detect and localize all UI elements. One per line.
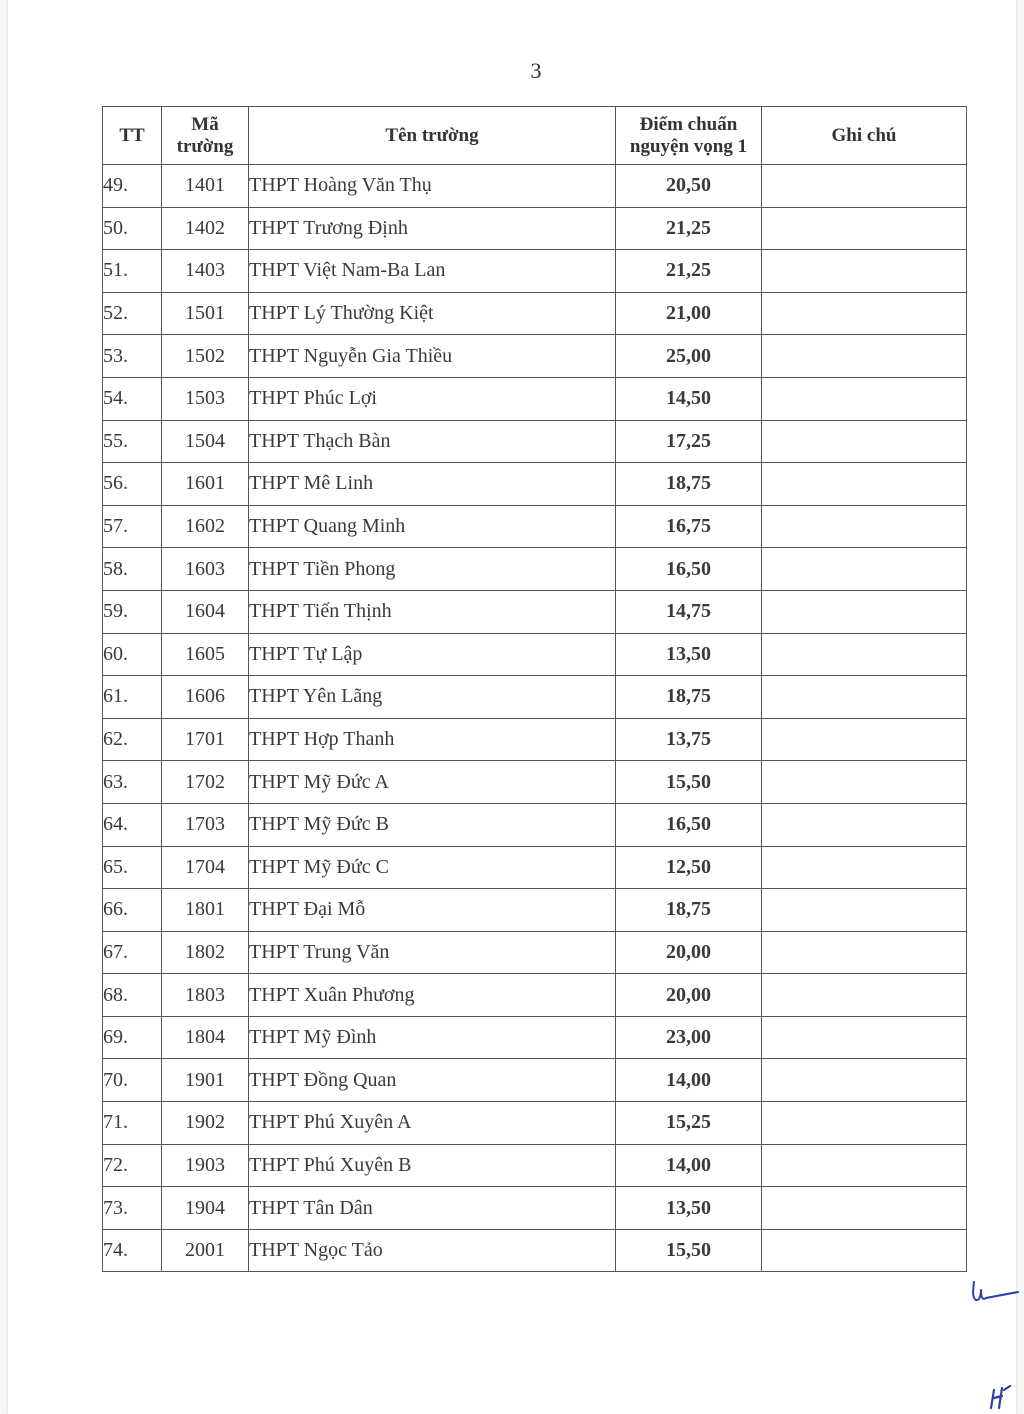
row-diem-chuan: 15,25 <box>616 1102 762 1145</box>
row-ghi-chu <box>762 846 967 889</box>
row-ten-truong: THPT Phúc Lợi <box>249 377 616 420</box>
row-diem-chuan: 13,75 <box>616 718 762 761</box>
row-ghi-chu <box>762 1144 967 1187</box>
row-diem-chuan: 25,00 <box>616 335 762 378</box>
row-ma-truong: 1901 <box>162 1059 249 1102</box>
header-tt: TT <box>103 107 162 165</box>
row-ten-truong: THPT Mê Linh <box>249 463 616 506</box>
row-ghi-chu <box>762 1059 967 1102</box>
row-diem-chuan: 14,00 <box>616 1059 762 1102</box>
row-ten-truong: THPT Đại Mỗ <box>249 889 616 932</box>
row-ghi-chu <box>762 1016 967 1059</box>
table-row <box>103 420 967 463</box>
row-diem-chuan: 15,50 <box>616 761 762 804</box>
row-ma-truong: 1402 <box>162 207 249 250</box>
row-ghi-chu <box>762 250 967 293</box>
row-ghi-chu <box>762 420 967 463</box>
table-row <box>103 505 967 548</box>
header-ghi-chu: Ghi chú <box>762 107 967 165</box>
row-ten-truong: THPT Tự Lập <box>249 633 616 676</box>
row-ten-truong: THPT Trung Văn <box>249 931 616 974</box>
row-ten-truong: THPT Hoàng Văn Thụ <box>249 165 616 208</box>
row-ma-truong: 1902 <box>162 1102 249 1145</box>
row-ghi-chu <box>762 676 967 719</box>
row-tt: 66. <box>103 889 162 932</box>
header-diem-line1: Điểm chuẩn <box>639 113 738 135</box>
row-ghi-chu <box>762 1229 967 1272</box>
table-row <box>103 633 967 676</box>
row-tt: 59. <box>103 590 162 633</box>
row-diem-chuan: 16,50 <box>616 548 762 591</box>
row-tt: 62. <box>103 718 162 761</box>
row-ghi-chu <box>762 590 967 633</box>
row-tt: 52. <box>103 292 162 335</box>
header-ma-line1: Mã <box>191 113 219 135</box>
table-row <box>103 846 967 889</box>
row-ma-truong: 1606 <box>162 676 249 719</box>
row-ma-truong: 1701 <box>162 718 249 761</box>
row-ten-truong: THPT Xuân Phương <box>249 974 616 1017</box>
table-row <box>103 250 967 293</box>
row-ma-truong: 1504 <box>162 420 249 463</box>
row-diem-chuan: 23,00 <box>616 1016 762 1059</box>
row-ten-truong: THPT Lý Thường Kiệt <box>249 292 616 335</box>
row-ma-truong: 1801 <box>162 889 249 932</box>
row-ten-truong: THPT Trương Định <box>249 207 616 250</box>
row-ten-truong: THPT Tiến Thịnh <box>249 590 616 633</box>
row-diem-chuan: 15,50 <box>616 1229 762 1272</box>
row-ghi-chu <box>762 292 967 335</box>
table-row <box>103 761 967 804</box>
row-tt: 61. <box>103 676 162 719</box>
row-diem-chuan: 14,75 <box>616 590 762 633</box>
row-tt: 69. <box>103 1016 162 1059</box>
row-ten-truong: THPT Việt Nam-Ba Lan <box>249 250 616 293</box>
row-ma-truong: 1603 <box>162 548 249 591</box>
table-row <box>103 207 967 250</box>
row-diem-chuan: 12,50 <box>616 846 762 889</box>
table-row <box>103 1102 967 1145</box>
row-ghi-chu <box>762 761 967 804</box>
row-ma-truong: 1804 <box>162 1016 249 1059</box>
row-ma-truong: 1802 <box>162 931 249 974</box>
table-row <box>103 803 967 846</box>
row-diem-chuan: 14,50 <box>616 377 762 420</box>
table-row <box>103 718 967 761</box>
header-diem-line2: nguyện vọng 1 <box>629 135 748 157</box>
row-ghi-chu <box>762 1102 967 1145</box>
row-tt: 54. <box>103 377 162 420</box>
row-ma-truong: 1501 <box>162 292 249 335</box>
row-ma-truong: 1502 <box>162 335 249 378</box>
row-ma-truong: 1803 <box>162 974 249 1017</box>
table-row <box>103 463 967 506</box>
row-tt: 64. <box>103 803 162 846</box>
row-ten-truong: THPT Tân Dân <box>249 1187 616 1230</box>
row-ghi-chu <box>762 463 967 506</box>
row-ma-truong: 1403 <box>162 250 249 293</box>
table-row <box>103 1016 967 1059</box>
row-ma-truong: 1602 <box>162 505 249 548</box>
row-diem-chuan: 21,00 <box>616 292 762 335</box>
row-diem-chuan: 13,50 <box>616 1187 762 1230</box>
table-row <box>103 165 967 208</box>
row-tt: 55. <box>103 420 162 463</box>
row-ma-truong: 1601 <box>162 463 249 506</box>
row-ma-truong: 1503 <box>162 377 249 420</box>
header-ten-truong: Tên trường <box>249 107 616 165</box>
row-tt: 53. <box>103 335 162 378</box>
row-tt: 67. <box>103 931 162 974</box>
row-ma-truong: 1401 <box>162 165 249 208</box>
row-diem-chuan: 16,50 <box>616 803 762 846</box>
row-ten-truong: THPT Mỹ Đức A <box>249 761 616 804</box>
row-ghi-chu <box>762 803 967 846</box>
row-ten-truong: THPT Nguyễn Gia Thiều <box>249 335 616 378</box>
row-ma-truong: 2001 <box>162 1229 249 1272</box>
row-ma-truong: 1702 <box>162 761 249 804</box>
row-ten-truong: THPT Thạch Bàn <box>249 420 616 463</box>
admission-score-table <box>102 106 967 1272</box>
table-row <box>103 931 967 974</box>
row-ghi-chu <box>762 165 967 208</box>
row-tt: 58. <box>103 548 162 591</box>
row-ghi-chu <box>762 1187 967 1230</box>
row-tt: 70. <box>103 1059 162 1102</box>
row-ma-truong: 1605 <box>162 633 249 676</box>
row-ten-truong: THPT Mỹ Đức C <box>249 846 616 889</box>
row-ghi-chu <box>762 207 967 250</box>
table-row <box>103 889 967 932</box>
row-tt: 71. <box>103 1102 162 1145</box>
row-ma-truong: 1604 <box>162 590 249 633</box>
row-ghi-chu <box>762 548 967 591</box>
row-diem-chuan: 16,75 <box>616 505 762 548</box>
row-ghi-chu <box>762 974 967 1017</box>
row-tt: 63. <box>103 761 162 804</box>
row-ten-truong: THPT Tiền Phong <box>249 548 616 591</box>
row-tt: 65. <box>103 846 162 889</box>
row-diem-chuan: 20,00 <box>616 931 762 974</box>
row-ghi-chu <box>762 633 967 676</box>
row-tt: 56. <box>103 463 162 506</box>
table-header-row <box>103 107 967 165</box>
row-ma-truong: 1904 <box>162 1187 249 1230</box>
row-ten-truong: THPT Quang Minh <box>249 505 616 548</box>
row-tt: 50. <box>103 207 162 250</box>
initials-mark <box>988 1384 1016 1412</box>
row-diem-chuan: 21,25 <box>616 207 762 250</box>
row-ghi-chu <box>762 718 967 761</box>
row-tt: 60. <box>103 633 162 676</box>
table-row <box>103 292 967 335</box>
row-ten-truong: THPT Phú Xuyên B <box>249 1144 616 1187</box>
row-diem-chuan: 21,25 <box>616 250 762 293</box>
document-page <box>8 0 1016 1414</box>
row-diem-chuan: 18,75 <box>616 463 762 506</box>
row-diem-chuan: 18,75 <box>616 676 762 719</box>
row-tt: 57. <box>103 505 162 548</box>
row-ghi-chu <box>762 335 967 378</box>
row-tt: 73. <box>103 1187 162 1230</box>
row-tt: 49. <box>103 165 162 208</box>
row-tt: 68. <box>103 974 162 1017</box>
row-ma-truong: 1703 <box>162 803 249 846</box>
table-row <box>103 676 967 719</box>
row-tt: 74. <box>103 1229 162 1272</box>
row-diem-chuan: 14,00 <box>616 1144 762 1187</box>
row-ghi-chu <box>762 889 967 932</box>
table-row <box>103 377 967 420</box>
table-row <box>103 1229 967 1272</box>
row-ten-truong: THPT Yên Lãng <box>249 676 616 719</box>
row-diem-chuan: 13,50 <box>616 633 762 676</box>
row-ma-truong: 1903 <box>162 1144 249 1187</box>
row-diem-chuan: 20,50 <box>616 165 762 208</box>
row-ghi-chu <box>762 505 967 548</box>
row-ghi-chu <box>762 377 967 420</box>
table-row <box>103 974 967 1017</box>
row-tt: 72. <box>103 1144 162 1187</box>
row-ten-truong: THPT Mỹ Đức B <box>249 803 616 846</box>
table-row <box>103 1187 967 1230</box>
signature-mark <box>970 1276 1022 1306</box>
row-diem-chuan: 18,75 <box>616 889 762 932</box>
row-diem-chuan: 17,25 <box>616 420 762 463</box>
row-diem-chuan: 20,00 <box>616 974 762 1017</box>
table-row <box>103 335 967 378</box>
row-ten-truong: THPT Ngọc Tảo <box>249 1229 616 1272</box>
table-body <box>103 165 967 1272</box>
row-ten-truong: THPT Phú Xuyên A <box>249 1102 616 1145</box>
row-ghi-chu <box>762 931 967 974</box>
header-ma-line2: trường <box>176 135 234 157</box>
row-tt: 51. <box>103 250 162 293</box>
row-ma-truong: 1704 <box>162 846 249 889</box>
table-row <box>103 1144 967 1187</box>
row-ten-truong: THPT Đồng Quan <box>249 1059 616 1102</box>
header-ma-truong <box>162 107 249 165</box>
table-row <box>103 590 967 633</box>
row-ten-truong: THPT Hợp Thanh <box>249 718 616 761</box>
header-diem-chuan <box>616 107 762 165</box>
table-row <box>103 548 967 591</box>
page-number: 3 <box>530 58 542 83</box>
row-ten-truong: THPT Mỹ Đình <box>249 1016 616 1059</box>
table-row <box>103 1059 967 1102</box>
